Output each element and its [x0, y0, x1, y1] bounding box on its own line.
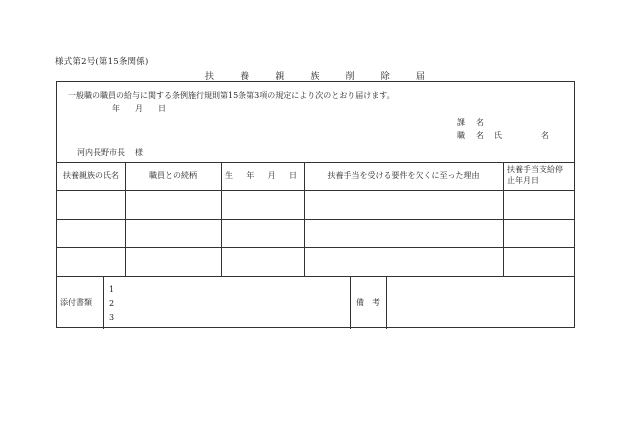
- title-char: 届: [415, 72, 425, 82]
- table-bottom-line: [57, 276, 574, 277]
- title-char: 扶: [205, 72, 215, 82]
- remarks-divider-left: [350, 276, 351, 329]
- remarks-divider-right: [386, 276, 387, 329]
- attachments-label: 添付書類: [60, 298, 92, 307]
- date-year: 年: [112, 104, 120, 113]
- title-char: 親: [275, 72, 285, 82]
- header-stop-date: 扶養手当支給停 止年月日: [507, 165, 563, 185]
- date-day: 日: [158, 104, 166, 113]
- intro-text: 一般職の職員の給与に関する条例施行規則第15条第3項の規定により次のとおり届けます。: [68, 91, 395, 100]
- attachment-item: 3: [109, 313, 115, 322]
- date-month: 月: [135, 104, 143, 113]
- form-id: 様式第2号(第15条関係): [55, 57, 149, 67]
- addressee-city: 河内長野市長: [77, 148, 125, 157]
- row-line: [57, 219, 574, 220]
- title-char: 族: [310, 72, 320, 82]
- header-birthdate: 生 年 月 日: [225, 171, 297, 180]
- form-box: [56, 81, 575, 328]
- title-char: 削: [345, 72, 355, 82]
- header-bottom-line: [57, 190, 574, 191]
- title-char: 除: [380, 72, 390, 82]
- name-label: 氏 名: [494, 131, 549, 140]
- header-relation: 職員との続柄: [149, 171, 197, 180]
- title-char: 養: [240, 72, 250, 82]
- remarks-label: 備 考: [356, 298, 380, 307]
- table-top-line: [57, 162, 574, 163]
- header-reason: 扶養手当を受ける要件を欠くに至った理由: [327, 171, 480, 180]
- row-line: [57, 247, 574, 248]
- attach-divider: [103, 276, 104, 329]
- dept-label: 課 名: [457, 118, 484, 127]
- header-name: 扶養親族の氏名: [63, 171, 119, 180]
- addressee-honorific: 様: [135, 148, 143, 157]
- post-label: 職 名: [457, 131, 484, 140]
- attachment-item: 1: [109, 285, 115, 294]
- col-divider: [221, 162, 222, 276]
- col-divider: [503, 162, 504, 276]
- attachment-item: 2: [109, 299, 115, 308]
